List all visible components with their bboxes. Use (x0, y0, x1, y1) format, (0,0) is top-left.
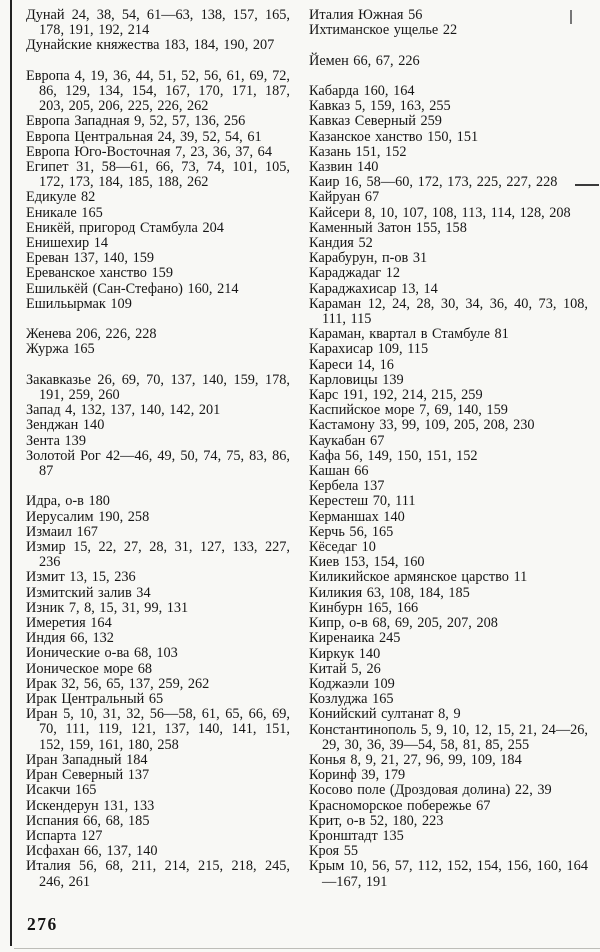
index-entry (309, 844, 588, 859)
page-refs: 13, 15, 236 (69, 569, 136, 586)
page-refs: 12 (385, 265, 401, 282)
index-entry (26, 114, 290, 129)
index-term: Зенджан (26, 417, 79, 434)
index-term: Керестеш (309, 493, 369, 510)
page-refs: 180 (88, 493, 110, 510)
index-term: Индия (26, 630, 66, 647)
index-term: Караджадаг (309, 265, 382, 282)
index-term: Коринф (309, 767, 357, 784)
page-refs: 33, 99, 109, 205, 208, 230 (379, 417, 535, 434)
index-entry (309, 190, 588, 205)
page-refs: 15, 22, 27, 28, 31, 127, 133, 227, 236 (39, 539, 290, 571)
index-term: Карловицы (309, 371, 378, 388)
index-term: Крым (309, 858, 345, 875)
index-term: Запад (26, 402, 61, 419)
page-refs: 135 (382, 827, 404, 844)
index-entry (309, 297, 588, 327)
index-entry (26, 342, 290, 357)
index-entry (26, 494, 290, 509)
page-refs: 66, 132 (70, 630, 114, 647)
index-term: Керчь (309, 523, 345, 540)
page-refs: 183, 184, 190, 207 (164, 37, 275, 54)
index-entry (26, 38, 290, 53)
index-term: Ирак Центральный (26, 691, 145, 708)
index-term: Исакчи (26, 782, 71, 799)
index-term: Киренаика (309, 630, 375, 647)
index-entry (309, 570, 588, 585)
index-term: Измир (26, 539, 66, 556)
index-entry (26, 449, 290, 479)
index-term: Искендерун (26, 797, 99, 814)
index-entry (309, 510, 588, 525)
index-entry (26, 783, 290, 798)
index-entry (309, 799, 588, 814)
index-entry (309, 586, 588, 601)
page-refs: 14 (93, 235, 109, 252)
index-entry (309, 236, 588, 251)
page-refs: 63, 108, 184, 185 (366, 584, 470, 601)
index-term: Европа (26, 67, 70, 84)
page-refs: 7, 23, 36, 37, 64 (175, 143, 272, 160)
page-refs: 191, 192, 214, 215, 259 (342, 387, 483, 404)
page-refs: 137, 140, 159 (73, 250, 155, 267)
index-entry (26, 8, 290, 38)
page-refs: 167 (76, 523, 98, 540)
page-refs: 66, 67, 226 (353, 52, 420, 69)
index-term: Иерусалим (26, 508, 94, 525)
index-term: Ереванское ханство (26, 265, 147, 282)
index-term: Ионическое море (26, 660, 134, 677)
index-entry (309, 859, 588, 889)
index-term: Ихтиманское ущелье (309, 22, 439, 39)
index-term: Конийский султанат (309, 706, 434, 723)
index-term: Италия Южная (309, 7, 404, 23)
page-refs: 68, 103 (133, 645, 178, 662)
index-entry (26, 844, 290, 859)
page-refs: 160, 164 (363, 82, 415, 99)
index-entry (26, 616, 290, 631)
index-term: Измаил (26, 523, 72, 540)
page-refs: 66, 137, 140 (84, 843, 158, 860)
index-term: Кафа (309, 447, 341, 464)
page-refs: 70, 111 (372, 493, 416, 510)
index-entry (309, 54, 588, 69)
index-entry (26, 327, 290, 342)
index-term: Каспийское море (309, 402, 415, 419)
page-refs: 56 (408, 7, 423, 23)
index-term: Каир (309, 174, 340, 191)
page-refs: 56, 149, 150, 151, 152 (344, 447, 478, 464)
index-term: Исфахан (26, 843, 80, 860)
index-entry (309, 449, 588, 464)
index-entry (309, 358, 588, 373)
index-term: Йемен (309, 52, 349, 69)
page-refs: 52, 180, 223 (369, 812, 444, 829)
index-term: Едикуле (26, 189, 77, 206)
index-term: Карабурун, п-ов (309, 250, 409, 267)
index-entry (26, 145, 290, 160)
index-entry (26, 646, 290, 661)
index-entry (26, 631, 290, 646)
index-entry (309, 206, 588, 221)
index-entry (26, 69, 290, 115)
page-refs: 56, 165 (349, 523, 394, 540)
index-term: Измит (26, 569, 65, 586)
page-refs: 140 (383, 508, 405, 525)
page-refs: 10, 56, 57, 112, 152, 154, 156, 160, 164—167, 191 (322, 858, 588, 890)
index-term: Европа Юго-Восточная (26, 143, 171, 160)
page-refs: 66 (354, 463, 369, 480)
index-term: Еникёй, пригород Стамбула (26, 219, 198, 236)
index-term: Караман, квартал в Стамбуле (309, 326, 490, 343)
index-term: Испарта (26, 827, 77, 844)
index-term: Карс (309, 387, 339, 404)
index-term: Измитский залив (26, 584, 132, 601)
page-refs: 24, 38, 54, 61—63, 138, 157, 165, 178, 191, 192, 214 (39, 7, 290, 39)
page-refs: 153, 154, 160 (343, 554, 425, 571)
index-entry (26, 570, 290, 585)
index-term: Конья (309, 751, 346, 768)
page-refs: 31 (412, 250, 428, 267)
page-refs: 131, 133 (103, 797, 155, 814)
page-refs: 165 (372, 691, 394, 708)
page-refs: 245 (378, 630, 401, 647)
index-term: Казвин (309, 159, 353, 175)
page-refs: 140 (356, 159, 379, 175)
index-entry (309, 403, 588, 418)
page-refs: 5, 10, 31, 32, 56—58, 61, 65, 66, 69, 70, 111, 119, 121, 137, 140, 141, 151, 152, 159, 161, 180, 258 (39, 706, 290, 753)
index-entry (26, 677, 290, 692)
index-entry (309, 99, 588, 114)
index-term: Керманшах (309, 508, 379, 525)
page-refs: 165 (75, 782, 97, 799)
page-refs: 22 (442, 22, 458, 39)
index-term: Имеретия (26, 615, 86, 632)
index-term: Иран Северный (26, 767, 124, 784)
binding-edge-line (10, 0, 12, 946)
page-refs: 7, 8, 15, 31, 99, 131 (68, 599, 189, 616)
page-refs: 184 (126, 751, 148, 768)
index-term: Идра, о-в (26, 493, 84, 510)
index-term: Коджаэли (309, 675, 369, 692)
index-entry (26, 236, 290, 251)
page-refs: 4, 19, 36, 44, 51, 52, 56, 61, 69, 72, 86, 129, 134, 154, 167, 170, 171, 187, 203, 205, 206, 225, 226, 262 (39, 67, 291, 115)
index-entry (309, 723, 588, 753)
index-term: Дунайские княжества (26, 37, 160, 54)
index-entry (309, 707, 588, 722)
index-term: Европа Западная (26, 113, 130, 130)
page-refs: 8, 9, 21, 27, 96, 99, 109, 184 (350, 751, 522, 768)
index-term: Константинополь (309, 721, 417, 738)
page-refs: 109 (373, 675, 395, 692)
page-refs: 165 (81, 204, 103, 221)
index-term: Кавказ (309, 98, 351, 115)
index-term: Иран (26, 706, 58, 723)
index-entry (26, 190, 290, 205)
index-entry (26, 799, 290, 814)
index-entry (309, 753, 588, 768)
page-refs: 190, 258 (98, 508, 150, 525)
page-refs: 150, 151 (427, 128, 479, 145)
page-refs: 8, 10, 107, 108, 113, 114, 128, 208 (364, 204, 571, 221)
page-refs: 39, 179 (361, 767, 406, 784)
page-refs: 5, 26 (351, 660, 381, 677)
index-entry (26, 251, 290, 266)
page-number: 276 (27, 914, 58, 934)
page-refs: 5, 159, 163, 255 (354, 98, 451, 115)
index-term: Кавказ Северный (309, 113, 416, 130)
index-entry (26, 692, 290, 707)
index-term: Кайруан (309, 189, 361, 206)
index-term: Караман (309, 295, 362, 312)
index-term: Кёседаг (309, 539, 358, 556)
index-term: Карахисар (309, 341, 374, 358)
index-entry (309, 130, 588, 145)
page-refs: 52 (358, 235, 373, 252)
index-entry (309, 342, 588, 357)
index-term: Зента (26, 432, 60, 449)
page-refs: 26, 69, 70, 137, 140, 159, 178, 191, 259, 260 (39, 371, 290, 404)
page-refs: 7, 69, 140, 159 (419, 402, 508, 419)
index-term: Золотой Рог (26, 447, 101, 464)
page-refs: 139 (382, 371, 404, 388)
page-refs: 159 (151, 265, 173, 282)
page-refs: 164 (90, 615, 112, 632)
page-refs: 165 (73, 341, 95, 358)
index-term: Кастамону (309, 417, 375, 434)
index-entry (309, 282, 588, 297)
index-term: Кербела (309, 478, 359, 495)
index-term: Египет (26, 159, 69, 176)
index-term: Иран Западный (26, 751, 122, 768)
index-entry (26, 540, 290, 570)
index-column-right (309, 8, 588, 890)
page-refs: 259 (420, 113, 442, 130)
index-term: Италия (26, 858, 71, 875)
page-refs: 140 (82, 417, 105, 434)
index-entry (309, 555, 588, 570)
index-entry (309, 84, 588, 99)
page-refs: 11 (513, 569, 528, 586)
page-refs: 165, 166 (367, 599, 419, 616)
index-term: Казань (309, 143, 351, 160)
index-entry (26, 662, 290, 677)
page-refs: 127 (80, 827, 103, 844)
page-refs: 55 (343, 843, 359, 860)
index-entry (309, 525, 588, 540)
index-entry (309, 114, 588, 129)
page-refs: 22, 39 (514, 782, 552, 799)
index-term: Кипр, о-в (309, 615, 368, 632)
index-term: Кабарда (309, 82, 359, 99)
page-refs: 31, 58—61, 66, 73, 74, 101, 105, 172, 173, 184, 185, 188, 262 (39, 159, 291, 191)
page-refs: 16, 58—60, 172, 173, 225, 227, 228 (344, 174, 558, 191)
index-entry (309, 829, 588, 844)
page-refs: 8, 9 (438, 706, 461, 723)
page-refs: 137 (362, 478, 385, 495)
index-term: Китай (309, 660, 347, 677)
index-term: Испания (26, 812, 79, 829)
index-entry (26, 297, 290, 312)
page-refs: 56, 68, 211, 214, 215, 218, 245, 246, 261 (39, 858, 290, 890)
index-term: Киев (309, 554, 340, 571)
index-entry (309, 327, 588, 342)
page-refs: 32, 56, 65, 137, 259, 262 (61, 675, 210, 692)
index-entry (26, 753, 290, 768)
index-entry (26, 434, 290, 449)
page-refs: 5, 9, 10, 12, 15, 21, 24—26, 29, 30, 36, 39—54, 58, 81, 85, 255 (322, 721, 588, 753)
page-refs: 160, 214 (187, 280, 239, 297)
index-entry (309, 494, 588, 509)
index-term: Крит, о-в (309, 812, 366, 829)
index-term: Кинбурн (309, 599, 363, 616)
index-term: Изник (26, 599, 65, 616)
index-term: Каукабан (309, 432, 366, 449)
index-entry (309, 388, 588, 403)
index-entry (309, 434, 588, 449)
page-refs: 204 (202, 219, 224, 236)
page-refs: 139 (64, 432, 86, 449)
index-term: Журжа (26, 341, 69, 358)
index-entry (309, 160, 588, 175)
page-refs: 66, 68, 185 (83, 812, 150, 829)
page-refs: 4, 132, 137, 140, 142, 201 (65, 402, 221, 419)
index-entry (26, 814, 290, 829)
index-term: Кашан (309, 463, 350, 480)
index-entry (309, 373, 588, 388)
page-refs: 65 (148, 691, 164, 708)
index-entry (309, 23, 588, 38)
page-refs: 24, 39, 52, 54, 61 (157, 128, 262, 145)
index-term: Закавказье (26, 371, 91, 388)
index-entry (26, 373, 290, 403)
page-refs: 206, 226, 228 (75, 326, 157, 343)
index-entry (26, 768, 290, 783)
index-entry (309, 145, 588, 160)
index-entry (26, 418, 290, 433)
index-entry (309, 814, 588, 829)
index-entry (309, 662, 588, 677)
index-entry (26, 601, 290, 616)
page-refs: 13, 14 (401, 280, 438, 297)
index-term: Ирак (26, 675, 57, 692)
index-entry (26, 206, 290, 221)
index-entry (26, 266, 290, 281)
index-entry (26, 859, 290, 889)
index-term: Кронштадт (309, 827, 378, 844)
index-entry (26, 829, 290, 844)
page-refs: 10 (361, 539, 376, 556)
index-term: Енишехир (26, 235, 90, 252)
index-entry (309, 266, 588, 281)
index-entry (26, 403, 290, 418)
index-column-left (26, 8, 290, 890)
index-term: Дунай (26, 7, 65, 23)
index-term: Ешильырмак (26, 295, 106, 312)
index-entry (26, 586, 290, 601)
page-refs: 67 (364, 189, 380, 206)
page-refs: 9, 52, 57, 136, 256 (134, 113, 246, 130)
index-term: Косово поле (Дроздовая долина) (309, 782, 511, 799)
index-entry (309, 221, 588, 236)
index-term: Киликийское армянское царство (309, 569, 509, 586)
index-entry (309, 601, 588, 616)
index-entry (309, 783, 588, 798)
index-entry (309, 768, 588, 783)
page-refs: 68, 69, 205, 207, 208 (372, 615, 498, 632)
index-term: Европа Центральная (26, 128, 153, 145)
index-entry (26, 130, 290, 145)
index-term: Ереван (26, 250, 69, 267)
page-refs: 140 (358, 645, 381, 662)
index-entry (309, 647, 588, 662)
index-entry (26, 510, 290, 525)
page-refs: 155, 158 (415, 219, 467, 236)
index-entry (309, 175, 588, 190)
index-entry (309, 464, 588, 479)
index-entry (309, 692, 588, 707)
index-term: Козлуджа (309, 691, 368, 708)
index-term: Кайсери (309, 204, 361, 221)
index-entry (26, 707, 290, 753)
index-term: Кроя (309, 843, 340, 860)
index-entry (309, 677, 588, 692)
index-entry (309, 631, 588, 646)
index-term: Каменный Затон (309, 219, 412, 236)
page-refs: 137 (127, 767, 150, 784)
index-term: Кареси (309, 356, 353, 373)
index-entry (309, 540, 588, 555)
index-entry (26, 221, 290, 236)
page-refs: 81 (494, 326, 509, 343)
index-term: Киркук (309, 645, 355, 662)
page-refs: 14, 16 (357, 356, 394, 373)
index-entry (26, 525, 290, 540)
index-term: Ионические о-ва (26, 645, 130, 662)
bottom-rule (14, 948, 600, 949)
index-entry (309, 8, 588, 23)
index-entry (26, 160, 290, 190)
index-term: Киликия (309, 584, 363, 601)
page-refs: 67 (370, 432, 385, 449)
page-refs: 42—46, 49, 50, 74, 75, 83, 86, 87 (39, 447, 290, 480)
index-term: Кандия (309, 235, 354, 252)
index-term: Красноморское побережье (309, 797, 472, 814)
index-term: Казанское ханство (309, 128, 423, 145)
index-term: Еникале (26, 204, 77, 221)
index-term: Ешилькёй (Сан-Стефано) (26, 280, 183, 297)
page-refs: 82 (80, 189, 96, 206)
page-refs: 109, 115 (377, 341, 429, 358)
page-refs: 151, 152 (355, 143, 407, 160)
page-refs: 34 (136, 584, 151, 601)
index-term: Караджахисар (309, 280, 397, 297)
index-term: Женева (26, 326, 72, 343)
index-entry (26, 282, 290, 297)
page-refs: 109 (110, 295, 132, 312)
index-entry (309, 616, 588, 631)
page-refs: 12, 24, 28, 30, 34, 36, 40, 73, 108, 111, 115 (322, 295, 588, 328)
page-refs: 68 (137, 660, 153, 677)
index-entry (309, 479, 588, 494)
index-entry (309, 418, 588, 433)
page-refs: 67 (476, 797, 491, 814)
index-entry (309, 251, 588, 266)
